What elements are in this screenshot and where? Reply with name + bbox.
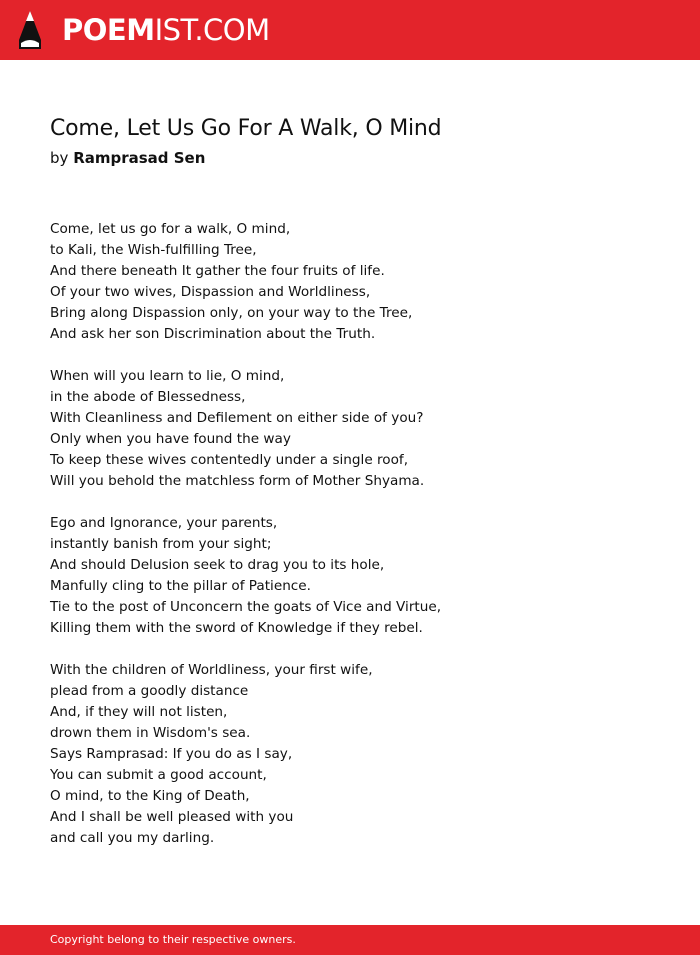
- poem-line: Says Ramprasad: If you do as I say,: [50, 746, 293, 762]
- poem-line: To keep these wives contentedly under a single roof,: [50, 452, 409, 468]
- poem-line: Will you behold the matchless form of Mother Shyama.: [50, 473, 425, 489]
- stanza-2: [50, 366, 670, 492]
- poem-line: You can submit a good account,: [50, 767, 267, 783]
- by-label: by: [50, 149, 69, 167]
- poem-line: Bring along Dispassion only, on your way to the Tree,: [50, 305, 413, 321]
- site-logo[interactable]: [62, 12, 270, 48]
- poem-line: And should Delusion seek to drag you to its hole,: [50, 557, 385, 573]
- poem-line: Only when you have found the way: [50, 431, 291, 447]
- poem-line: With the children of Worldliness, your first wife,: [50, 662, 373, 678]
- poem-line: Ego and Ignorance, your parents,: [50, 515, 278, 531]
- poem-line: When will you learn to lie, O mind,: [50, 368, 285, 384]
- poem-line: Of your two wives, Dispassion and Worldliness,: [50, 284, 371, 300]
- poem-line: Killing them with the sword of Knowledge if they rebel.: [50, 620, 423, 636]
- poem-line: And there beneath It gather the four fruits of life.: [50, 263, 385, 279]
- poem-line: With Cleanliness and Defilement on either side of you?: [50, 410, 424, 426]
- poem-line: to Kali, the Wish-fulfilling Tree,: [50, 242, 257, 258]
- poem-body: [50, 219, 670, 870]
- poem-byline: [50, 149, 205, 167]
- poem-line: And ask her son Discrimination about the Truth.: [50, 326, 376, 342]
- poem-line: And I shall be well pleased with you: [50, 809, 294, 825]
- copyright-notice: Copyright belong to their respective owners.: [50, 933, 296, 946]
- site-footer: [0, 925, 700, 955]
- poem-line: plead from a goodly distance: [50, 683, 249, 699]
- stanza-3: [50, 513, 670, 639]
- pencil-tip-icon[interactable]: [18, 10, 42, 50]
- poem-line: drown them in Wisdom's sea.: [50, 725, 251, 741]
- stanza-4: [50, 660, 670, 849]
- poem-line: and call you my darling.: [50, 830, 215, 846]
- site-header: [0, 0, 700, 60]
- poem-line: instantly banish from your sight;: [50, 536, 272, 552]
- poem-line: Manfully cling to the pillar of Patience.: [50, 578, 311, 594]
- poem-line: And, if they will not listen,: [50, 704, 228, 720]
- poem-author: Ramprasad Sen: [73, 149, 206, 167]
- stanza-1: [50, 219, 670, 345]
- logo-light-part: IST.COM: [154, 13, 270, 47]
- poem-line: Come, let us go for a walk, O mind,: [50, 221, 291, 237]
- poem-line: Tie to the post of Unconcern the goats of Vice and Virtue,: [50, 599, 442, 615]
- poem-line: in the abode of Blessedness,: [50, 389, 246, 405]
- poem-line: O mind, to the King of Death,: [50, 788, 250, 804]
- logo-bold-part: POEM: [62, 13, 155, 47]
- poem-title: Come, Let Us Go For A Walk, O Mind: [50, 116, 442, 141]
